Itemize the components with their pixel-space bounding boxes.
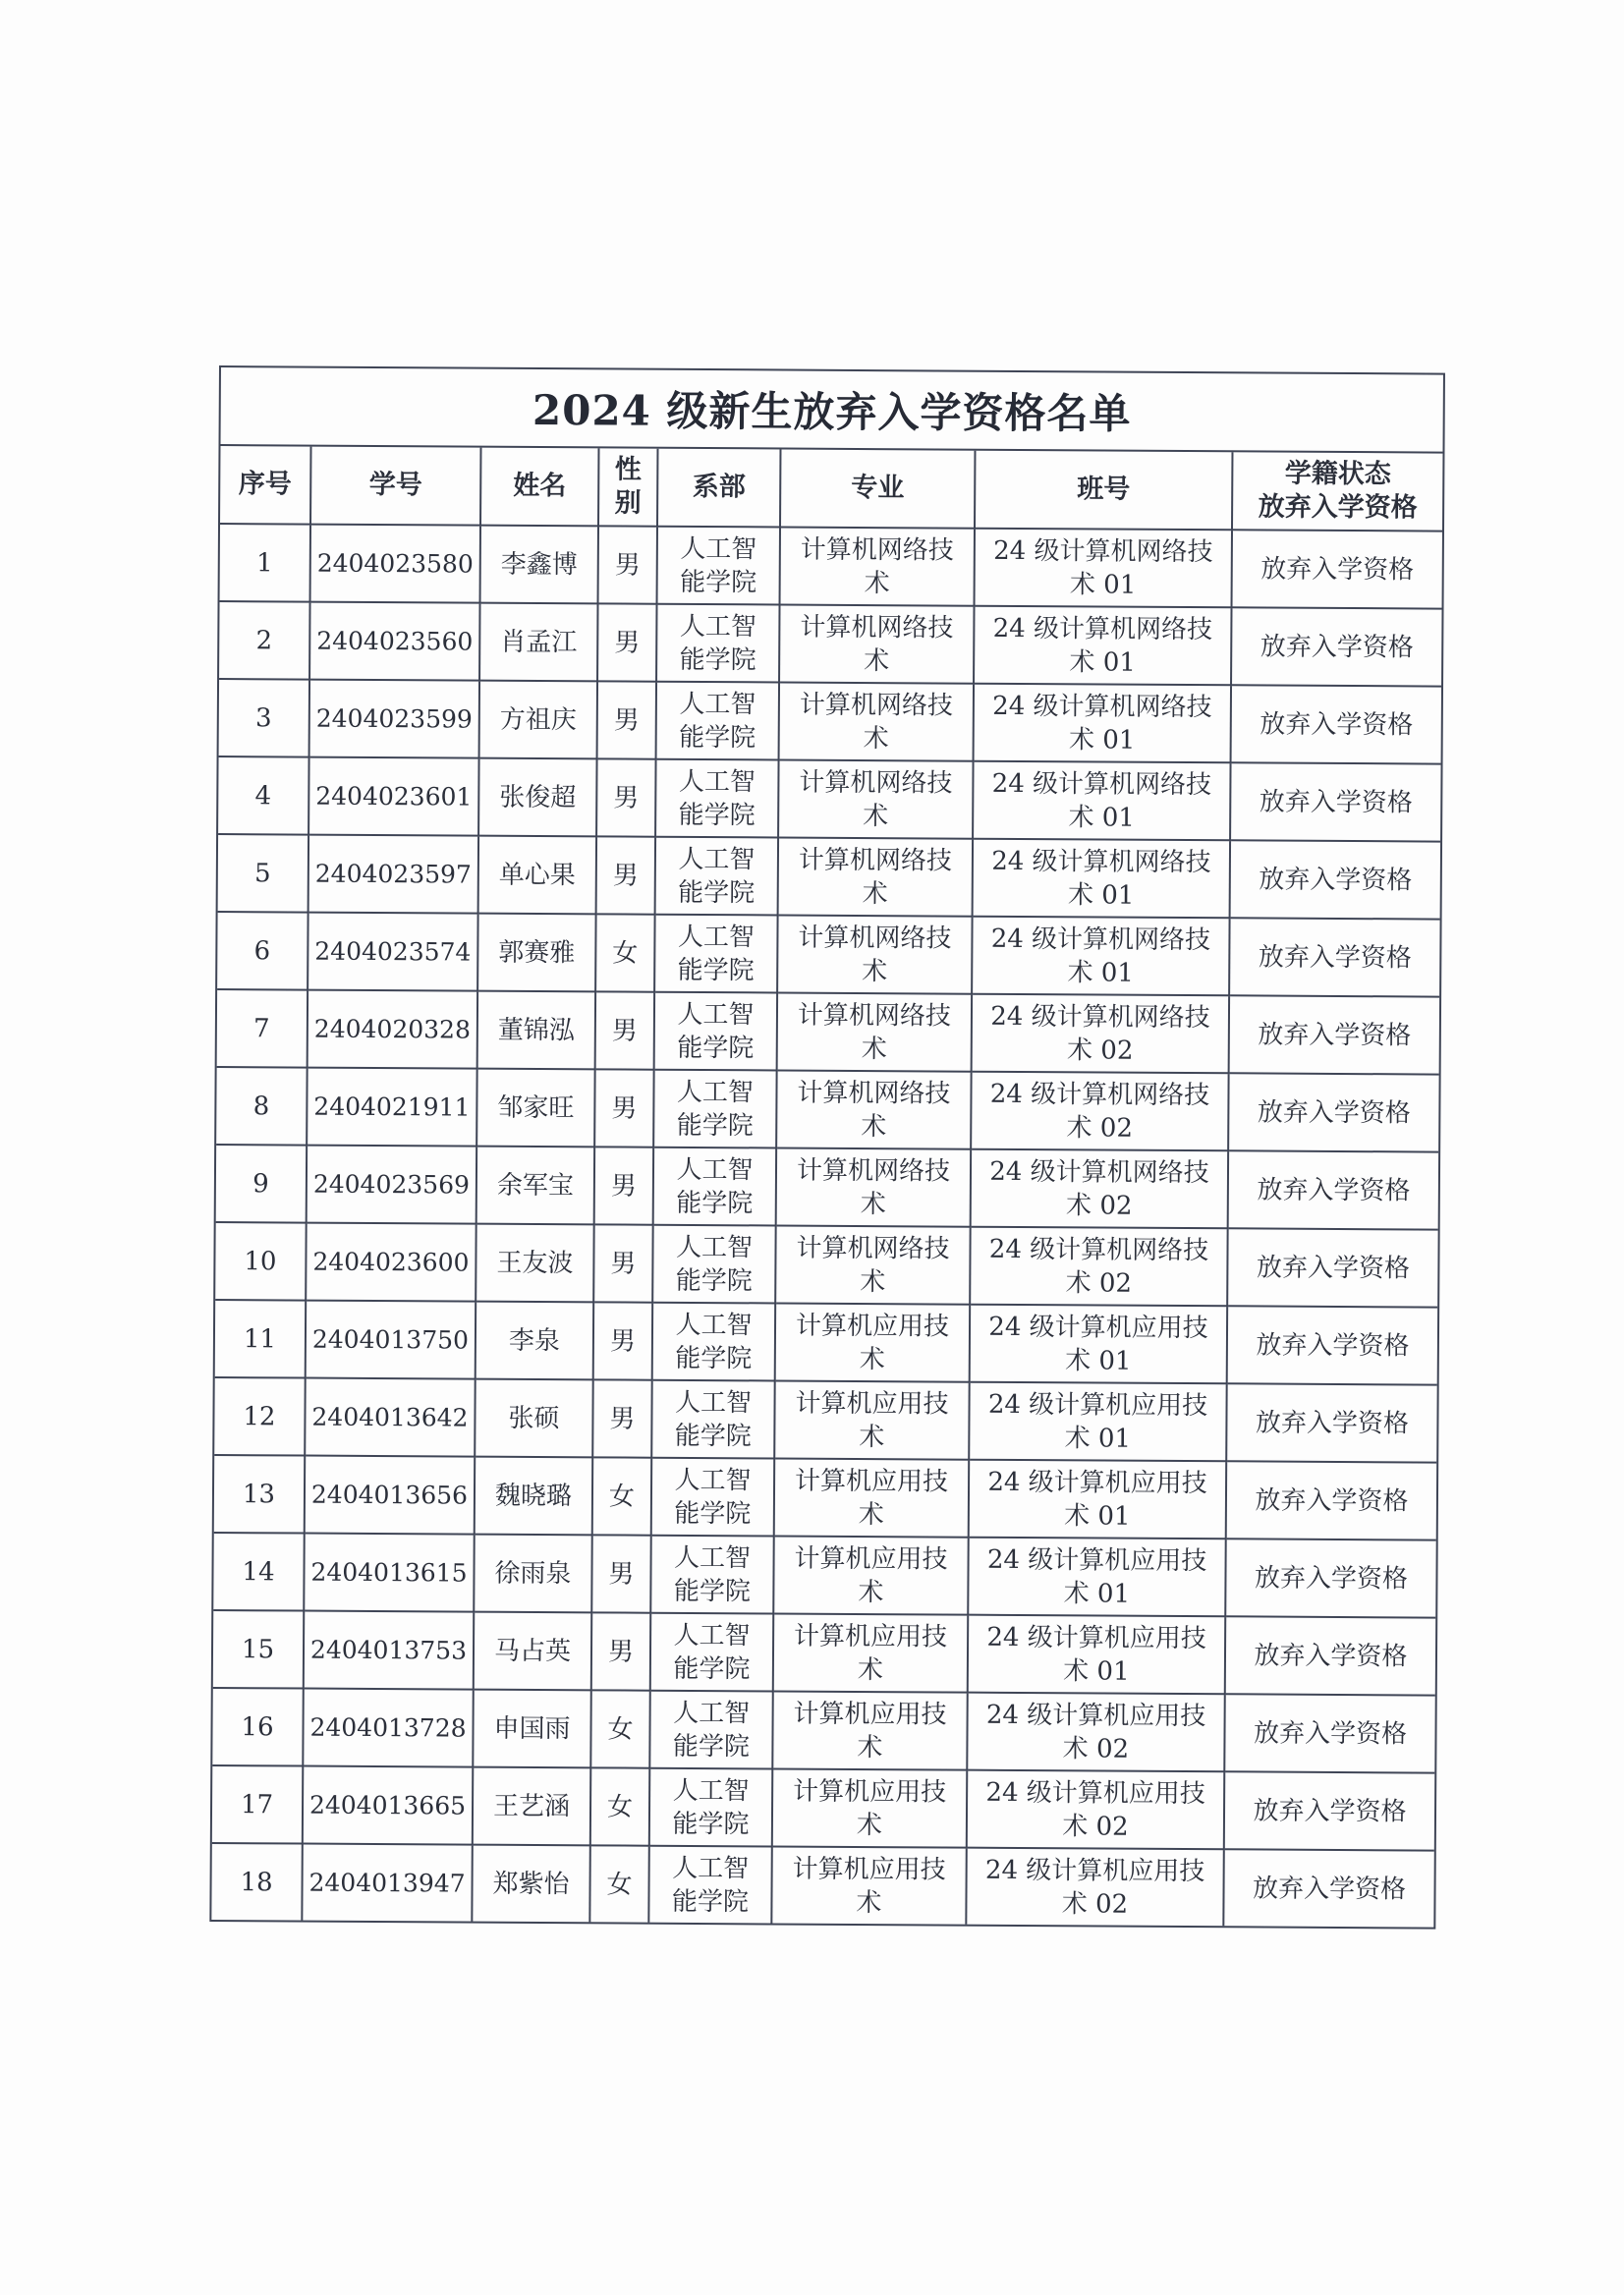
cell-class [967,1770,1224,1850]
cell-department-line2: 能学院 [680,567,757,597]
cell-gender: 男 [597,681,656,758]
cell-department [655,759,778,838]
cell-name: 马占英 [474,1612,591,1691]
cell-major-line1: 计算机网络技 [796,1233,950,1264]
cell-major [773,1536,968,1614]
cell-class-line2: 术 02 [1066,1190,1133,1221]
cell-class [966,1848,1223,1927]
cell-class [972,917,1229,996]
cell-name: 余军宝 [476,1147,594,1225]
table-row [217,989,1439,1075]
cell-status: 放弃入学资格 [1231,685,1441,763]
cell-major [773,1613,968,1692]
cell-class-line1: 24 级计算机网络技 [992,691,1212,722]
cell-department-line2: 能学院 [674,1498,752,1529]
cell-class-line1: 24 级计算机应用技 [987,1389,1208,1421]
cell-student-id: 2404023580 [310,525,480,603]
cell-major [775,1303,970,1381]
cell-name: 王艺涵 [473,1767,590,1846]
header-major: 专业 [780,449,975,528]
cell-department [651,1458,774,1537]
cell-student-id: 2404023597 [308,835,478,914]
header-department: 系部 [657,449,780,528]
cell-class-line1: 24 级计算机应用技 [986,1544,1207,1576]
cell-class-line2: 术 01 [1064,1423,1132,1454]
cell-major [777,992,972,1071]
cell-class-line1: 24 级计算机应用技 [987,1467,1207,1498]
cell-department-line1: 人工智 [677,999,755,1030]
header-gender [598,448,657,526]
cell-seq: 4 [218,756,308,835]
header-gender-line2: 别 [614,487,642,519]
cell-seq: 9 [216,1145,307,1223]
cell-major-line1: 计算机应用技 [794,1543,948,1575]
cell-department-line1: 人工智 [678,766,756,797]
cell-gender: 男 [593,1224,652,1302]
table-row [214,1455,1436,1540]
cell-department-line1: 人工智 [679,689,756,719]
header-class: 班号 [975,451,1232,531]
cell-name: 李鑫博 [480,526,598,604]
cell-seq: 8 [216,1067,307,1146]
cell-class-line1: 24 级计算机应用技 [986,1622,1206,1653]
cell-status: 放弃入学资格 [1227,1306,1437,1384]
cell-major [778,759,973,838]
cell-student-id: 2404021911 [307,1068,476,1147]
cell-department-line1: 人工智 [675,1232,754,1262]
cell-class-line2: 术 01 [1065,1345,1132,1376]
cell-class [975,529,1232,608]
cell-major-line2: 术 [860,1189,886,1219]
cell-department-line2: 能学院 [679,722,756,753]
table-row [219,679,1441,764]
cell-status: 放弃入学资格 [1224,1694,1434,1772]
cell-gender: 男 [591,1612,650,1690]
cell-department [650,1613,773,1692]
table-row [217,912,1439,997]
cell-student-id: 2404023574 [308,913,477,991]
cell-department [655,837,778,916]
cell-major [776,1148,971,1226]
cell-seq: 10 [215,1222,306,1301]
cell-gender: 男 [598,526,657,603]
cell-class [970,1227,1227,1307]
cell-name: 张俊超 [478,758,596,837]
cell-department-line2: 能学院 [677,955,755,985]
cell-class-line2: 术 02 [1061,1888,1129,1920]
cell-major [776,1070,971,1148]
cell-major-line1: 计算机应用技 [795,1311,950,1342]
header-name: 姓名 [480,448,598,527]
cell-major-line2: 术 [856,1810,883,1840]
cell-major [779,682,974,760]
cell-major-line2: 术 [860,1266,886,1297]
cell-name: 方祖庆 [479,681,597,759]
cell-major-line1: 计算机网络技 [798,845,953,876]
cell-major-line1: 计算机网络技 [797,1000,952,1032]
cell-class [973,761,1230,841]
table-row [214,1377,1436,1463]
header-gender-line1: 性 [614,454,642,485]
cell-department-line2: 能学院 [677,1033,755,1063]
roster-table-frame [209,365,1445,1930]
cell-major-line2: 术 [856,1887,882,1918]
cell-status: 放弃入学资格 [1223,1849,1433,1927]
cell-class [974,606,1231,686]
cell-department-line2: 能学院 [676,1188,754,1218]
table-row [212,1765,1434,1851]
cell-seq: 2 [219,601,309,680]
header-status-line2: 放弃入学资格 [1258,491,1418,524]
cell-seq: 14 [213,1533,304,1611]
cell-student-id: 2404023599 [309,680,479,758]
cell-name: 徐雨泉 [474,1535,591,1613]
cell-seq: 6 [217,912,308,990]
cell-seq: 12 [214,1377,305,1456]
cell-major-line1: 计算机网络技 [800,534,954,566]
cell-gender: 女 [589,1845,648,1922]
cell-class [968,1615,1225,1695]
cell-student-id: 2404023600 [306,1223,476,1302]
cell-major-line1: 计算机应用技 [794,1466,949,1497]
cell-department [649,1768,772,1847]
cell-major-line1: 计算机网络技 [799,767,953,799]
cell-major-line1: 计算机网络技 [800,612,954,644]
cell-department-line1: 人工智 [674,1387,753,1418]
cell-major-line2: 术 [859,1422,885,1452]
cell-gender: 男 [591,1535,650,1612]
cell-student-id: 2404013728 [303,1689,473,1767]
cell-class-line1: 24 级计算机网络技 [991,846,1211,877]
cell-major-line2: 术 [864,645,890,676]
cell-major-line1: 计算机应用技 [794,1621,948,1652]
cell-major-line2: 术 [857,1654,883,1685]
table-row [213,1610,1435,1696]
table-row [218,756,1440,842]
cell-status: 放弃入学资格 [1232,530,1442,608]
cell-status: 放弃入学资格 [1231,607,1441,686]
cell-gender: 男 [593,1302,652,1379]
cell-gender: 男 [595,991,654,1069]
cell-seq: 18 [211,1843,302,1921]
cell-department-line1: 人工智 [673,1698,751,1728]
cell-class-line1: 24 级计算机应用技 [985,1777,1205,1809]
cell-student-id: 2404013750 [306,1301,476,1379]
cell-major [772,1691,967,1769]
cell-name: 肖孟江 [479,603,597,682]
table-row [215,1222,1437,1308]
cell-seq: 17 [212,1765,303,1844]
cell-gender: 女 [595,914,654,991]
cell-class-line1: 24 级计算机网络技 [990,924,1211,955]
cell-class-line1: 24 级计算机网络技 [991,768,1212,800]
cell-name: 魏晓璐 [475,1457,592,1536]
cell-class-line1: 24 级计算机应用技 [984,1855,1205,1886]
cell-name: 王友波 [476,1224,593,1303]
cell-department [654,992,777,1071]
cell-student-id: 2404013642 [305,1378,475,1457]
cell-class-line1: 24 级计算机网络技 [989,1156,1209,1188]
cell-class-line2: 术 02 [1062,1811,1129,1842]
cell-department-line1: 人工智 [677,922,756,952]
cell-seq: 13 [214,1455,305,1534]
cell-name: 邹家旺 [476,1069,594,1148]
cell-major [780,527,975,605]
cell-gender: 男 [594,1069,653,1147]
cell-department [649,1691,772,1769]
cell-class-line2: 术 02 [1066,1112,1134,1144]
cell-department-line2: 能学院 [673,1653,751,1684]
cell-class [972,994,1229,1074]
cell-department-line2: 能学院 [672,1731,751,1762]
cell-name: 单心果 [478,836,596,915]
cell-department-line1: 人工智 [674,1465,752,1495]
cell-department-line2: 能学院 [671,1886,750,1917]
cell-class-line1: 24 级计算机网络技 [989,1079,1210,1110]
cell-status: 放弃入学资格 [1226,1461,1436,1539]
cell-student-id: 2404013753 [304,1611,474,1690]
table-row [213,1533,1435,1618]
cell-major-line2: 术 [861,1111,887,1142]
cell-class [973,839,1230,919]
cell-seq: 5 [218,834,308,913]
cell-major-line2: 术 [858,1499,884,1530]
cell-department [656,682,779,760]
cell-department-line2: 能学院 [672,1809,750,1839]
cell-department-line1: 人工智 [676,1077,755,1107]
cell-major-line2: 术 [862,878,888,909]
cell-department [651,1380,774,1459]
cell-major-line2: 术 [863,723,889,754]
cell-department [652,1303,775,1381]
cell-status: 放弃入学资格 [1229,995,1439,1074]
table-row [219,601,1441,687]
cell-class-line2: 术 01 [1067,879,1135,911]
cell-status: 放弃入学资格 [1224,1771,1434,1850]
cell-seq: 7 [217,989,308,1068]
cell-name: 董锦泓 [477,991,595,1070]
cell-class-line2: 术 01 [1068,802,1135,833]
cell-major-line1: 计算机应用技 [793,1699,947,1730]
cell-major [772,1768,967,1847]
cell-status: 放弃入学资格 [1228,1150,1438,1229]
cell-department-line1: 人工智 [679,611,756,642]
cell-major-line2: 术 [857,1732,883,1763]
cell-class-line1: 24 级计算机网络技 [988,1234,1209,1265]
cell-gender: 男 [594,1147,653,1224]
cell-student-id: 2404023601 [308,757,478,836]
cell-class-line2: 术 01 [1069,569,1137,600]
cell-department-line2: 能学院 [678,800,756,830]
cell-department-line1: 人工智 [672,1775,750,1806]
cell-major-line2: 术 [863,801,889,831]
cell-status: 放弃入学资格 [1229,918,1439,996]
cell-department-line1: 人工智 [680,533,757,564]
cell-student-id: 2404023569 [307,1146,476,1224]
cell-status: 放弃入学资格 [1226,1383,1436,1462]
cell-class-line1: 24 级计算机应用技 [988,1312,1208,1343]
cell-name: 郑紫怡 [472,1845,589,1923]
header-student-id: 学号 [310,447,480,526]
cell-class [967,1693,1224,1772]
cell-department-line2: 能学院 [676,1110,754,1141]
cell-major-line1: 计算机网络技 [797,1078,951,1109]
roster-body [211,524,1442,1928]
cell-major [779,604,974,683]
document-title: 2024 级新生放弃入学资格名单 [220,367,1442,454]
cell-student-id: 2404023560 [309,602,479,681]
cell-class-line1: 24 级计算机网络技 [993,535,1213,567]
cell-department [653,1148,776,1226]
cell-gender: 女 [590,1690,649,1767]
cell-status: 放弃入学资格 [1225,1539,1435,1617]
cell-department-line2: 能学院 [675,1265,753,1296]
cell-seq: 1 [220,524,310,602]
cell-major-line2: 术 [864,568,890,598]
cell-department-line2: 能学院 [678,877,756,908]
cell-class [971,1149,1228,1229]
cell-gender: 男 [597,603,656,681]
cell-major-line2: 术 [861,1034,887,1064]
cell-name: 张硕 [475,1379,592,1458]
cell-department [657,527,780,605]
cell-status: 放弃入学资格 [1225,1616,1435,1695]
cell-department-line1: 人工智 [673,1620,751,1651]
cell-status: 放弃入学资格 [1228,1073,1438,1151]
cell-seq: 3 [219,679,309,757]
cell-name: 申国雨 [473,1690,590,1768]
cell-major [777,915,972,993]
cell-class-line2: 术 01 [1069,646,1136,678]
cell-department [656,604,779,683]
cell-student-id: 2404013615 [304,1534,474,1612]
cell-class-line2: 术 01 [1064,1500,1131,1532]
cell-class-line2: 术 01 [1068,724,1136,756]
cell-class-line1: 24 级计算机应用技 [985,1700,1206,1731]
cell-class [969,1382,1226,1462]
table-row [216,1145,1438,1230]
cell-major-line2: 术 [858,1577,884,1607]
cell-department-line1: 人工智 [678,844,756,874]
cell-name: 李泉 [476,1302,593,1380]
cell-class-line2: 术 02 [1065,1267,1133,1299]
cell-department [652,1225,775,1304]
cell-class-line2: 术 01 [1063,1578,1131,1609]
table-row [218,834,1440,920]
cell-student-id: 2404020328 [308,990,477,1069]
cell-status: 放弃入学资格 [1227,1228,1437,1307]
cell-department-line1: 人工智 [675,1310,753,1340]
cell-name: 郭赛雅 [477,914,595,992]
cell-gender: 女 [592,1457,651,1535]
cell-status: 放弃入学资格 [1230,840,1440,919]
cell-gender: 男 [592,1379,651,1457]
cell-major-line2: 术 [862,956,888,986]
cell-major-line1: 计算机应用技 [793,1776,947,1808]
cell-class-line2: 术 02 [1066,1035,1134,1066]
cell-class [974,684,1231,763]
cell-department-line2: 能学院 [674,1421,752,1451]
cell-gender: 男 [596,758,655,836]
table-row [220,524,1442,609]
cell-major [774,1380,969,1459]
cell-major [774,1458,969,1537]
cell-department-line1: 人工智 [673,1542,752,1573]
header-seq: 序号 [220,446,310,525]
cell-major [771,1846,966,1924]
cell-major-line1: 计算机应用技 [795,1388,949,1420]
cell-class-line2: 术 01 [1067,957,1135,988]
cell-major-line1: 计算机网络技 [798,923,952,954]
header-status [1232,452,1442,531]
cell-major-line1: 计算机应用技 [792,1854,946,1885]
cell-class-line2: 术 01 [1063,1655,1130,1687]
header-status-line1: 学籍状态 [1284,458,1391,490]
cell-student-id: 2404013947 [302,1844,472,1922]
table-row [215,1300,1437,1385]
cell-department [648,1846,771,1924]
cell-class [969,1460,1226,1539]
cell-department-line1: 人工智 [672,1853,750,1883]
cell-class [971,1072,1228,1151]
cell-seq: 11 [215,1300,306,1378]
cell-department [650,1536,773,1614]
cell-major [778,837,973,916]
cell-department-line2: 能学院 [675,1343,753,1373]
cell-gender: 女 [590,1767,649,1845]
table-row [211,1843,1433,1928]
roster-table [211,446,1442,1928]
cell-student-id: 2404013665 [303,1766,473,1845]
cell-major-line1: 计算机网络技 [796,1155,951,1187]
cell-major-line1: 计算机网络技 [799,690,953,721]
cell-department-line2: 能学院 [679,644,756,675]
cell-class [968,1538,1225,1617]
cell-department-line2: 能学院 [673,1576,751,1606]
cell-student-id: 2404013656 [305,1456,475,1535]
cell-status: 放弃入学资格 [1230,762,1440,841]
cell-major-line2: 术 [859,1344,885,1374]
table-row [212,1688,1434,1773]
cell-class-line1: 24 级计算机网络技 [990,1001,1210,1033]
cell-seq: 16 [212,1688,303,1766]
cell-class-line2: 术 02 [1062,1733,1130,1764]
cell-department [653,1070,776,1148]
cell-class [970,1305,1227,1384]
table-header-row [220,446,1442,532]
cell-department [654,915,777,993]
cell-class-line1: 24 级计算机网络技 [992,613,1213,644]
cell-department-line1: 人工智 [676,1154,754,1185]
cell-major [775,1225,970,1304]
table-row [216,1067,1438,1152]
cell-seq: 15 [213,1610,304,1689]
cell-gender: 男 [596,836,655,914]
